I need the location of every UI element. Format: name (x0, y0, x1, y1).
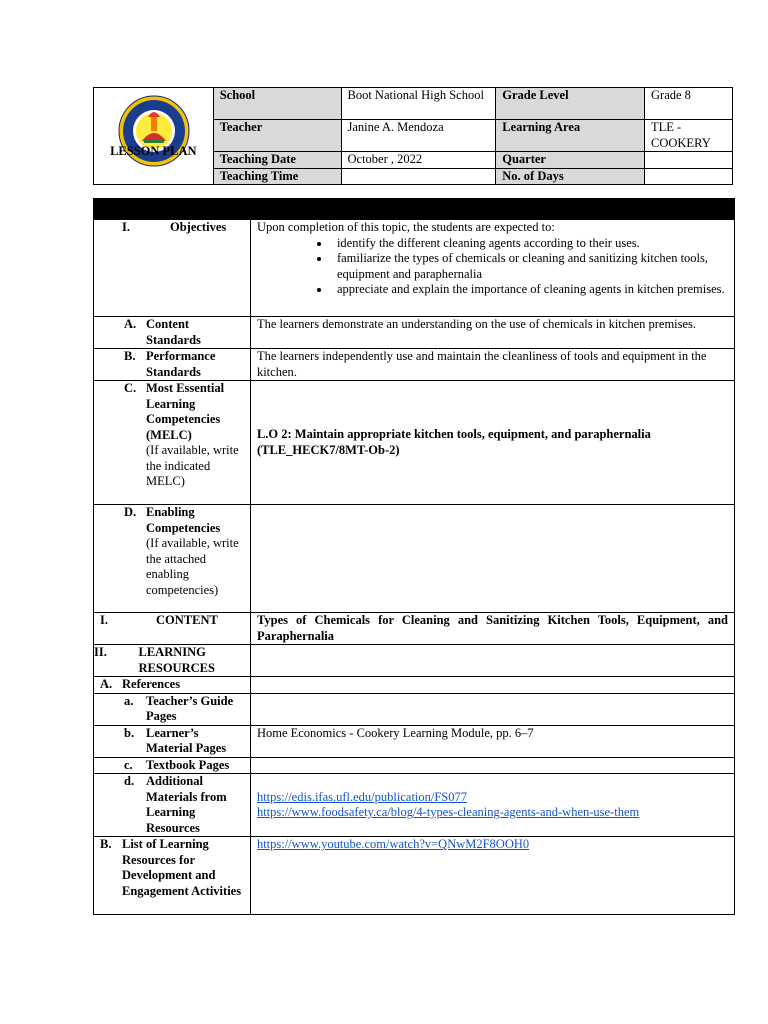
teachers-guide-text (250, 693, 734, 725)
objectives-row (94, 220, 735, 317)
enabling-label: Enabling Competencies (146, 505, 221, 535)
enabling-num: D. (124, 505, 137, 519)
objectives-list (257, 236, 728, 298)
objective-item: • appreciate and explain the importance of cleaning agents in kitchen premises. (331, 282, 728, 298)
teacher-label: Teacher (213, 120, 341, 152)
content-row (94, 613, 735, 645)
lesson-plan-title: LESSON PLAN (110, 144, 197, 158)
objectives-label: Objectives (170, 220, 227, 234)
textbook-num: c. (124, 757, 133, 772)
content-standards-row (94, 317, 735, 349)
additional-link-foodsafety[interactable]: https://www.foodsafety.ca/blog/4-types-cleaning-agents-and-when-use-them (256, 805, 640, 819)
performance-standards-text: The learners independently use and maintain the cleanliness of tools and equipment in the kitchen. (250, 349, 734, 381)
quarter-value (645, 152, 733, 169)
teacher-value: Janine A. Mendoza (341, 120, 496, 152)
performance-standards-num: B. (124, 349, 136, 363)
youtube-link[interactable]: https://www.youtube.com/watch?v=QNwM2F8OOH0 (256, 837, 530, 851)
header-table (93, 87, 733, 185)
learning-resources-num: II. (94, 645, 107, 659)
references-label: References (122, 677, 181, 691)
enabling-text (250, 505, 734, 613)
teachers-guide-row (94, 693, 735, 725)
references-num: A. (100, 677, 113, 691)
content-standards-num: A. (124, 317, 137, 331)
content-standards-text: The learners demonstrate an understanding on the use of chemicals in kitchen premises. (250, 317, 734, 349)
logo-cell (94, 88, 214, 185)
content-text: Types of Chemicals for Cleaning and Sanitizing Kitchen Tools, Equipment, and Paraphernalia (250, 613, 734, 645)
list-resources-row (94, 837, 735, 915)
teachers-guide-num: a. (124, 693, 134, 708)
enabling-note: (If available, write the attached enabling competencies) (146, 536, 239, 597)
melc-num: C. (124, 381, 137, 395)
objectives-intro: Upon completion of this topic, the students are expected to: (256, 220, 555, 234)
learning-resources-label: LEARNING RESOURCES (138, 645, 215, 675)
teaching-time-value (341, 168, 496, 185)
objective-item: • identify the different cleaning agents according to their uses. (331, 236, 728, 252)
teaching-date-value: October , 2022 (341, 152, 496, 169)
learners-material-num: b. (124, 725, 135, 740)
learners-material-text: Home Economics - Cookery Learning Module, pp. 6–7 (250, 725, 734, 757)
learners-material-row (94, 725, 735, 757)
grade-level-value: Grade 8 (645, 88, 733, 120)
melc-row (94, 381, 735, 505)
melc-text: L.O 2: Maintain appropriate kitchen tools, equipment, and paraphernalia (TLE_HECK7/8MT-Ob-2) (250, 381, 734, 505)
references-row (94, 677, 735, 694)
textbook-text (250, 757, 734, 774)
black-header-bar (94, 199, 735, 220)
additional-materials-row (94, 774, 735, 837)
learning-area-value: TLE - COOKERY (645, 120, 733, 152)
enabling-row (94, 505, 735, 613)
school-label: School (213, 88, 341, 120)
list-resources-label: List of Learning Resources for Development and Engagement Activities (122, 837, 242, 898)
learners-material-label: Learner’s Material Pages (146, 725, 227, 755)
teachers-guide-label: Teacher’s Guide Pages (146, 693, 234, 723)
grade-level-label: Grade Level (496, 88, 645, 120)
objectives-num: I. (122, 220, 130, 234)
school-value: Boot National High School (341, 88, 496, 120)
list-resources-num: B. (100, 837, 112, 851)
additional-num: d. (124, 774, 135, 788)
performance-standards-row (94, 349, 735, 381)
quarter-label: Quarter (496, 152, 645, 169)
textbook-row (94, 757, 735, 774)
no-of-days-label: No. of Days (496, 168, 645, 185)
melc-note: (If available, write the indicated MELC) (146, 443, 239, 488)
teaching-date-label: Teaching Date (213, 152, 341, 169)
content-num: I. (100, 613, 108, 627)
performance-standards-label: Performance Standards (146, 349, 216, 379)
learning-resources-row (94, 645, 735, 677)
content-label: CONTENT (156, 613, 218, 627)
objective-item: • familiarize the types of chemicals or cleaning and sanitizing kitchen tools, equipment and paraphernalia (331, 251, 728, 282)
additional-link-ufl[interactable]: https://edis.ifas.ufl.edu/publication/FS077 (256, 789, 468, 804)
learning-area-label: Learning Area (496, 120, 645, 152)
content-standards-label: Content Standards (146, 317, 201, 347)
textbook-label: Textbook Pages (146, 757, 230, 772)
lesson-body-table (93, 198, 735, 915)
additional-label: Additional Materials from Learning Resources (146, 774, 227, 835)
melc-label: Most Essential Learning Competencies (MELC) (146, 381, 225, 442)
teaching-time-label: Teaching Time (213, 168, 341, 185)
no-of-days-value (645, 168, 733, 185)
